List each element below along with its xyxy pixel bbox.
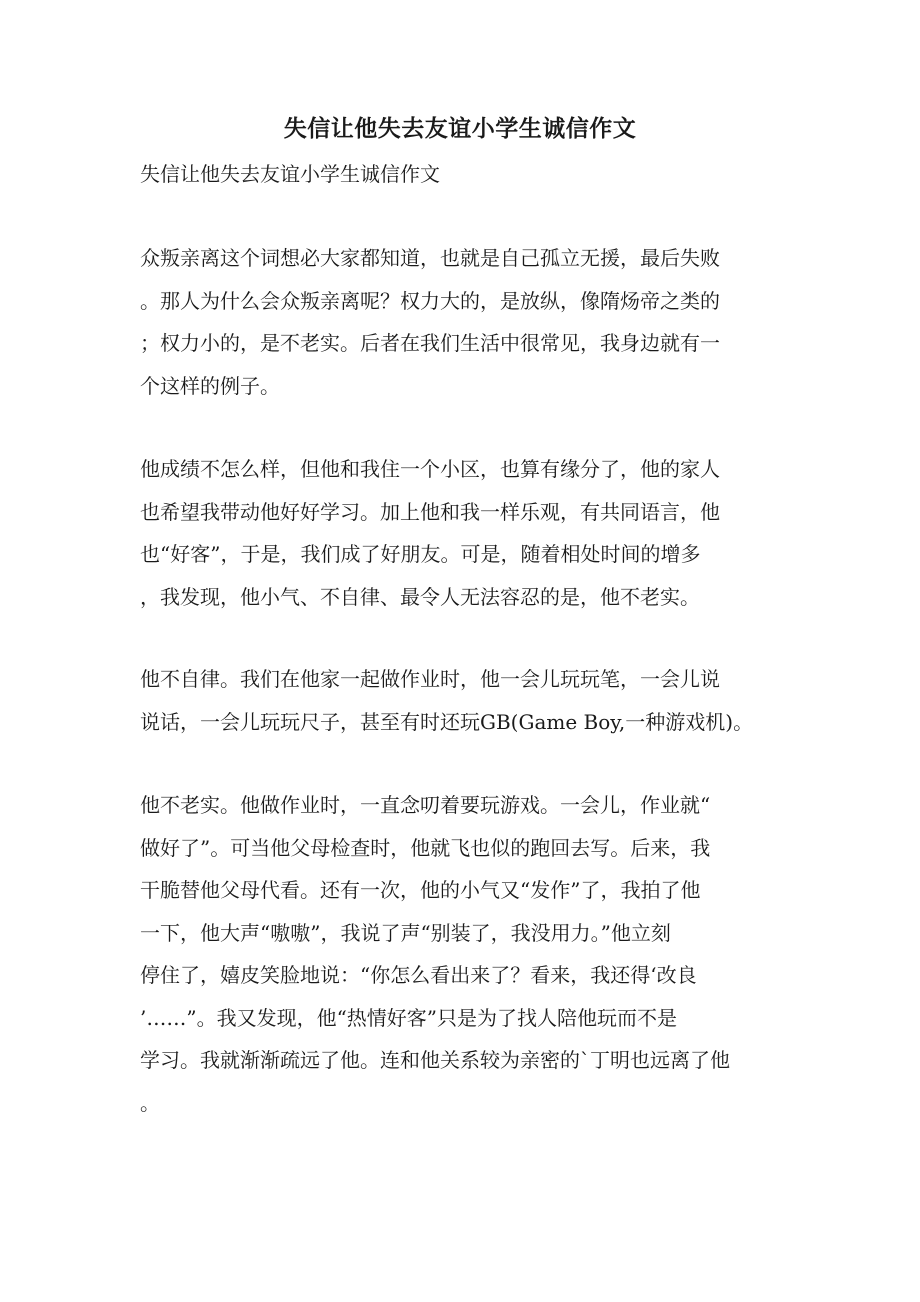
paragraph-line: 也希望我带动他好好学习。加上他和我一样乐观，有共同语言，他: [140, 499, 720, 524]
paragraph-line: 他不自律。我们在他家一起做作业时，他一会儿玩玩笔，一会儿说: [140, 667, 720, 691]
paragraph-line: 众叛亲离这个词想必大家都知道，也就是自己孤立无援，最后失败: [140, 246, 720, 270]
paragraph-1: [140, 237, 780, 407]
paragraph-line: ’……”。我又发现，他“热情好客”只是为了找人陪他玩而不是: [140, 1005, 678, 1030]
paragraph-line: 也“好客”，于是，我们成了好朋友。可是，随着相处时间的增多: [140, 542, 701, 566]
paragraph-3: [140, 658, 780, 743]
paragraph-line: ，我发现，他小气、不自律、最令人无法容忍的是，他不老实。: [140, 584, 700, 609]
paragraph-line: 干脆替他父母代看。还有一次，他的小气又“发作”了，我拍了他: [140, 878, 701, 902]
paragraph-line: 说话，一会儿玩玩尺子，甚至有时还玩GB(Game Boy,一种游戏机)。: [140, 709, 754, 734]
document-title: 失信让他失去友谊小学生诚信作文: [283, 115, 637, 142]
paragraph-4: [140, 784, 780, 1124]
paragraph-line: 他不老实。他做作业时，一直念叨着要玩游戏。一会儿，作业就“: [140, 793, 711, 817]
paragraph-line: 。: [140, 1090, 160, 1115]
paragraph-line: 他成绩不怎么样，但他和我住一个小区，也算有缘分了，他的家人: [140, 457, 720, 481]
document-subtitle: 失信让他失去友谊小学生诚信作文: [140, 162, 440, 186]
paragraph-line: 个这样的例子。: [140, 373, 280, 398]
paragraph-line: 停住了，嬉皮笑脸地说：“你怎么看出来了？看来，我还得‘改良: [140, 963, 697, 987]
paragraph-line: 学习。我就渐渐疏远了他。连和他关系较为亲密的`丁明也远离了他: [140, 1048, 730, 1072]
paragraph-2: [140, 448, 780, 618]
paragraph-line: 。那人为什么会众叛亲离呢？权力大的，是放纵，像隋炀帝之类的: [140, 288, 720, 313]
paragraph-line: 一下，他大声“嗷嗷”，我说了声“别装了，我没用力。”他立刻: [140, 920, 671, 945]
paragraph-line: ；权力小的，是不老实。后者在我们生活中很常见，我身边就有一: [140, 331, 720, 355]
paragraph-line: 做好了”。可当他父母检查时，他就飞也似的跑回去写。后来，我: [140, 835, 711, 860]
